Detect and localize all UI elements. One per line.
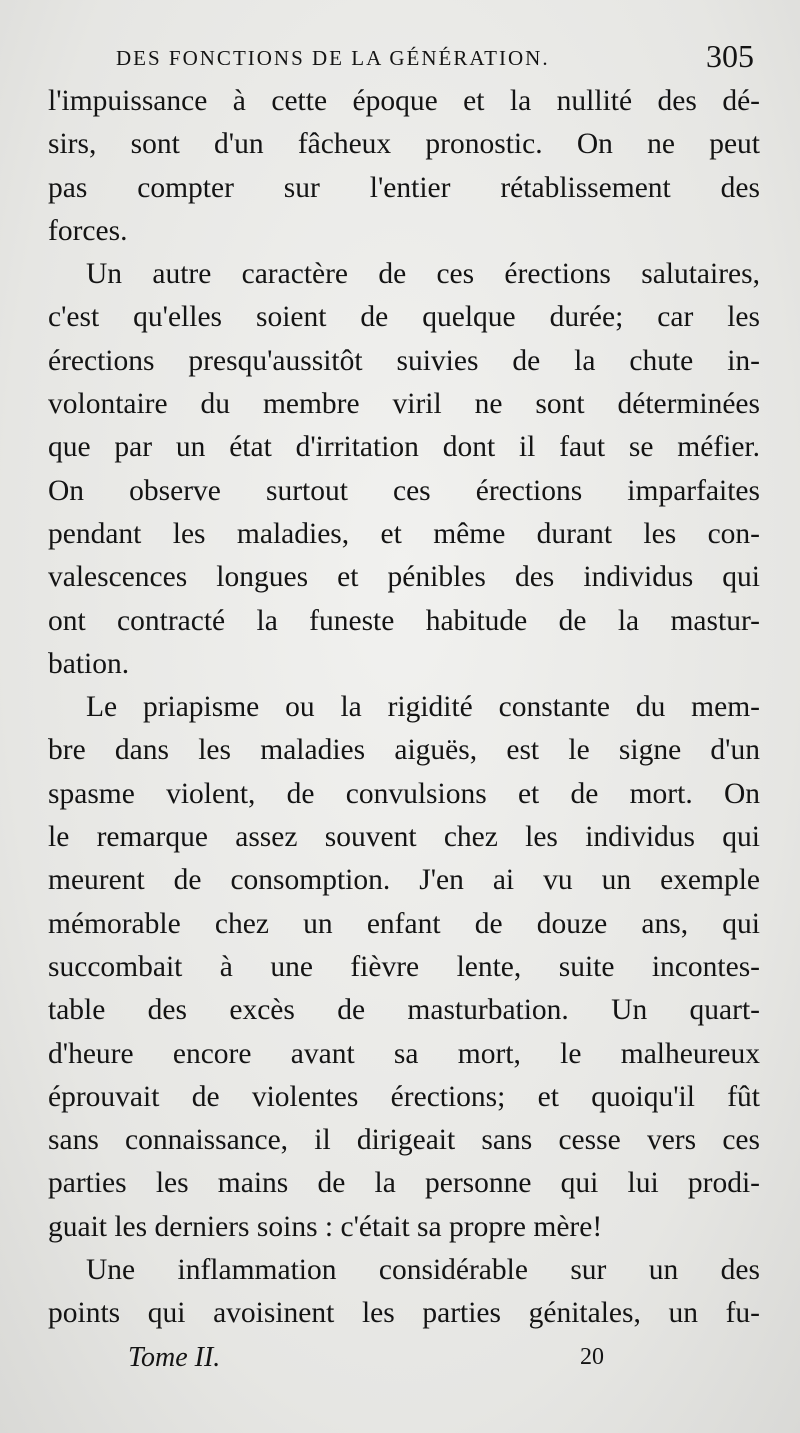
text-line: Un autre caractère de ces érections salutaires, <box>86 258 760 291</box>
text-line: l'impuissance à cette époque et la nullité des dé- <box>48 85 760 117</box>
text-line: bation. <box>48 647 130 680</box>
signature-mark: 20 <box>580 1344 604 1370</box>
text-line: guait les derniers soins : c'était sa propre mère! <box>48 1210 603 1243</box>
body-text <box>48 80 760 1336</box>
volume-label: Tome II. <box>128 1342 221 1373</box>
text-line: Une inflammation considérable sur un des <box>86 1254 760 1287</box>
text-line: valescences longues et pénibles des individus qui <box>48 561 760 594</box>
text-line: pas compter sur l'entier rétablissement des <box>48 171 760 204</box>
text-line: éprouvait de violentes érections; et quoiqu'il fût <box>48 1080 760 1113</box>
text-line: sans connaissance, il dirigeait sans cesse vers ces <box>48 1124 760 1157</box>
text-line: Le priapisme ou la rigidité constante du mem- <box>86 691 760 724</box>
text-line: que par un état d'irritation dont il faut se méfier. <box>48 431 760 464</box>
text-line: points qui avoisinent les parties génitales, un fu- <box>48 1297 760 1330</box>
text-line: meurent de consomption. J'en ai vu un exemple <box>48 864 760 897</box>
text-line: érections presqu'aussitôt suivies de la chute in- <box>48 344 760 377</box>
text-line: volontaire du membre viril ne sont déterminées <box>48 388 760 421</box>
text-line: forces. <box>48 214 128 247</box>
text-line: sirs, sont d'un fâcheux pronostic. On ne peut <box>48 128 760 161</box>
text-line: ont contracté la funeste habitude de la mastur- <box>48 604 760 637</box>
text-line: c'est qu'elles soient de quelque durée; car les <box>48 301 760 334</box>
running-title: DES FONCTIONS DE LA GÉNÉRATION. <box>116 46 550 70</box>
text-line: mémorable chez un enfant de douze ans, qui <box>48 907 760 940</box>
text-line: spasme violent, de convulsions et de mort. On <box>48 777 760 810</box>
text-line: pendant les maladies, et même durant les con- <box>48 517 760 550</box>
text-line: table des excès de masturbation. Un quart- <box>48 994 760 1027</box>
text-line: parties les mains de la personne qui lui prodi- <box>48 1167 760 1200</box>
text-line: succombait à une fièvre lente, suite incontes- <box>48 950 760 983</box>
page-number: 305 <box>706 38 754 74</box>
text-line: d'heure encore avant sa mort, le malheureux <box>48 1037 760 1070</box>
text-line: On observe surtout ces érections imparfaites <box>48 474 760 507</box>
text-line: le remarque assez souvent chez les individus qui <box>48 821 760 854</box>
text-line: bre dans les maladies aiguës, est le signe d'un <box>48 734 760 767</box>
page-footer <box>0 1338 800 1384</box>
